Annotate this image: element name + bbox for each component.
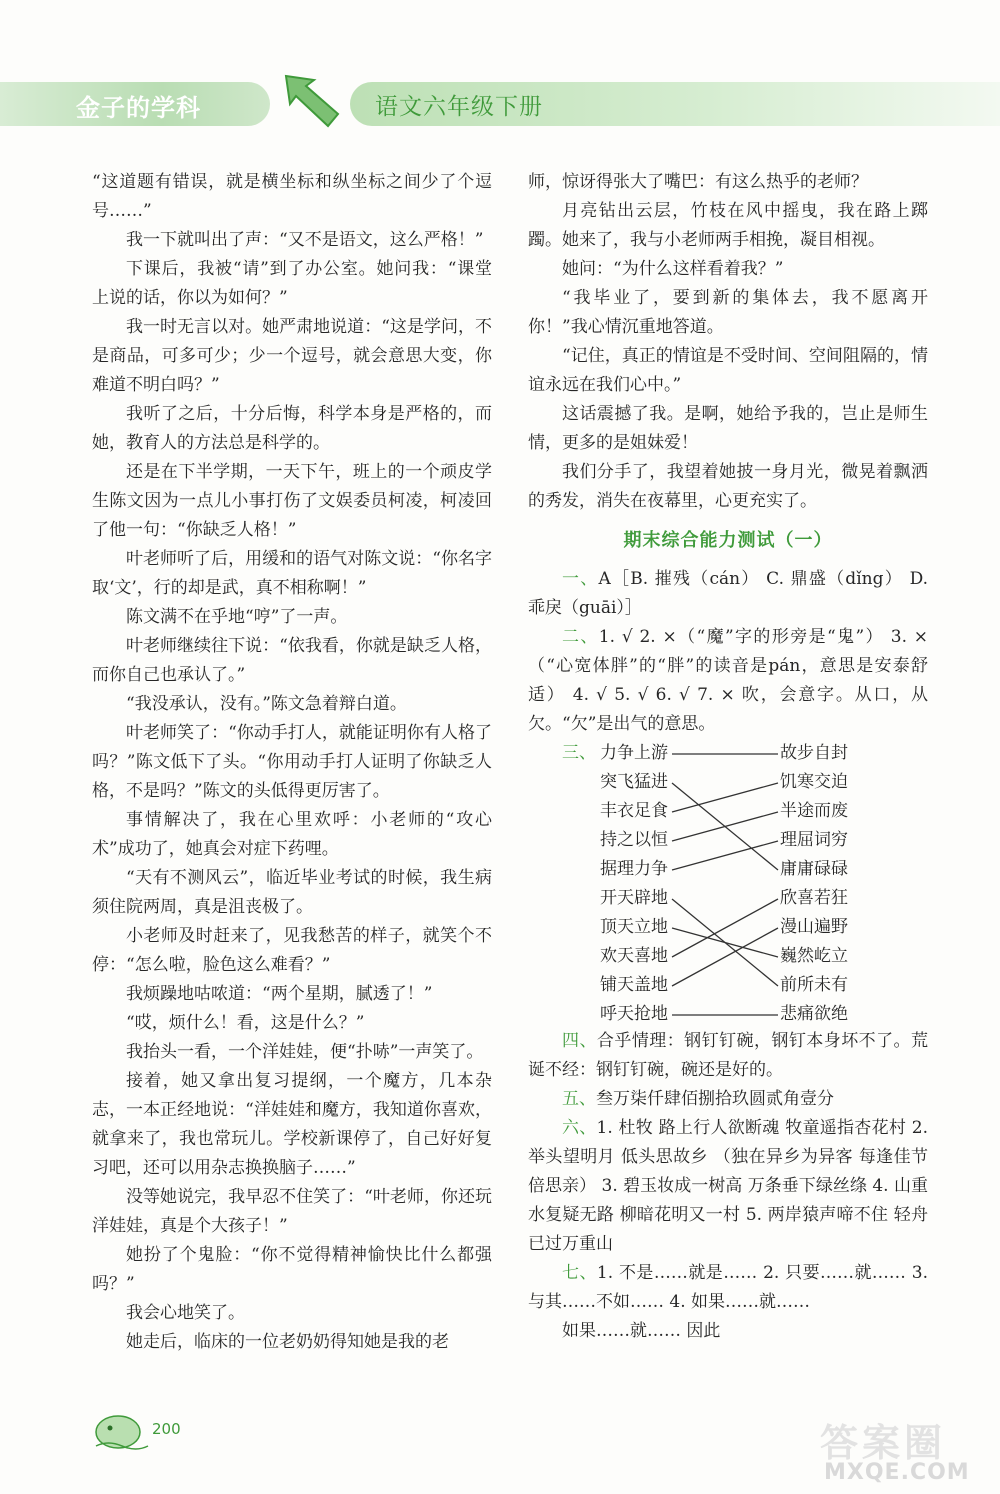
story-paragraph: 叶老师听了后，用缓和的语气对陈文说：“你名字取‘文’，行的却是武，真不相称啊！” bbox=[92, 549, 492, 598]
story-paragraph: 小老师及时赶来了，见我愁苦的样子，就笑个不停：“怎么啦，脸色这么难看？” bbox=[92, 926, 492, 975]
story-paragraph: “我没承认，没有。”陈文急着辩白道。 bbox=[126, 694, 407, 714]
question-number: 三、 bbox=[562, 743, 596, 763]
story-paragraph: “哎，烦什么！看，这是什么？” bbox=[126, 1013, 365, 1033]
match-right-item: 漫山遍野 bbox=[780, 917, 848, 937]
match-line bbox=[672, 899, 778, 957]
match-left-item: 突飞猛进 bbox=[600, 772, 668, 792]
arrow-icon bbox=[280, 70, 350, 132]
story-paragraph: 没等她说完，我早忍不住笑了：“叶老师，你还玩洋娃娃，真是个大孩子！” bbox=[92, 1187, 492, 1236]
match-left-item: 持之以恒 bbox=[600, 830, 668, 850]
match-right-item: 欣喜若狂 bbox=[780, 888, 848, 908]
watermark-site: MXQE.COM bbox=[824, 1460, 970, 1485]
story-paragraph: 事情解决了，我在心里欢呼：小老师的“攻心术”成功了，她真会对症下药哩。 bbox=[92, 810, 492, 859]
page-header bbox=[0, 0, 1000, 150]
match-right-item: 悲痛欲绝 bbox=[780, 1004, 848, 1024]
match-right-item: 庸庸碌碌 bbox=[780, 859, 848, 879]
match-left-item: 丰衣足食 bbox=[600, 801, 668, 821]
story-paragraph: “记住，真正的情谊是不受时间、空间阻隔的，情谊永远在我们心中。” bbox=[528, 346, 928, 395]
match-right-item: 故步自封 bbox=[780, 743, 848, 763]
match-right-item: 饥寒交迫 bbox=[780, 772, 848, 792]
story-paragraph: 我抬头一看，一个洋娃娃，便“扑哧”一声笑了。 bbox=[126, 1042, 484, 1062]
match-right-item: 巍然屹立 bbox=[780, 946, 848, 966]
story-left-column bbox=[92, 168, 492, 1357]
story-paragraph: 还是在下半学期，一天下午，班上的一个顽皮学生陈文因为一点儿小事打伤了文娱委员柯凌，柯凌回了他一句：“你缺乏人格！” bbox=[92, 462, 492, 540]
story-paragraph: 我一时无言以对。她严肃地说道：“这是学问，不是商品，可多可少；少一个逗号，就会意思大变，你难道不明白吗？” bbox=[92, 317, 492, 395]
story-paragraph: 我一下就叫出了声：“又不是语文，这么严格！” bbox=[126, 230, 484, 250]
match-right-item: 半途而废 bbox=[780, 801, 848, 821]
match-line bbox=[672, 928, 778, 986]
answer-text: 合乎情理：钢钉钉碗，钢钉本身坏不了。荒诞不经：钢钉钉碗，碗还是好的。 bbox=[528, 1031, 929, 1080]
page-footer bbox=[88, 1406, 218, 1456]
answer-text: 1. 杜牧 路上行人欲断魂 牧童遥指杏花村 2. 举头望明月 低头思故乡 （独在异乡为异客 每逢佳节倍思亲） 3. 碧玉妆成一树高 万条垂下绿丝绦 4. 山重水复疑无路 柳暗花明又一村 5. 两岸猿声啼不住 轻舟已过万重山 bbox=[528, 1118, 928, 1254]
story-paragraph: 这话震撼了我。是啊，她给予我的，岂止是师生情，更多的是姐妹爱！ bbox=[528, 404, 928, 453]
question-number: 五、 bbox=[562, 1089, 596, 1109]
match-left-item: 开天辟地 bbox=[600, 888, 668, 908]
match-right-item: 前所未有 bbox=[780, 975, 848, 995]
match-left-item: 力争上游 bbox=[600, 743, 668, 763]
match-line bbox=[672, 841, 778, 870]
answer-q4 bbox=[528, 1027, 928, 1085]
watermark bbox=[790, 1410, 1000, 1494]
page-number: 200 bbox=[152, 1420, 181, 1438]
story-paragraph: 我会心地笑了。 bbox=[126, 1303, 245, 1323]
question-number: 六、 bbox=[562, 1118, 597, 1138]
question-number: 七、 bbox=[562, 1263, 597, 1283]
answer-text: 叁万柒仟肆佰捌拾玖圆贰角壹分 bbox=[596, 1089, 834, 1109]
story-paragraph: 我们分手了，我望着她披一身月光，微晃着飘洒的秀发，消失在夜幕里，心更充实了。 bbox=[528, 462, 928, 511]
match-left-item: 顶天立地 bbox=[600, 917, 668, 937]
match-left-item: 呼天抢地 bbox=[600, 1004, 668, 1024]
answer-q7 bbox=[528, 1259, 928, 1317]
story-paragraph: 她扮了个鬼脸：“你不觉得精神愉快比什么都强吗？” bbox=[92, 1245, 492, 1294]
answer-q7-continued: 如果……就…… 因此 bbox=[562, 1321, 721, 1341]
story-paragraph: 叶老师继续往下说：“依我看，你就是缺乏人格，而你自己也承认了。” bbox=[92, 636, 492, 685]
book-title: 语文六年级下册 bbox=[375, 94, 543, 120]
match-right-item: 理屈词穷 bbox=[780, 830, 848, 850]
question-number: 一、 bbox=[562, 569, 599, 589]
story-paragraph: 师，惊讶得张大了嘴巴：有这么热乎的老师？ bbox=[528, 172, 868, 192]
answer-q2 bbox=[528, 623, 928, 739]
match-left-item: 据理力争 bbox=[600, 859, 668, 879]
story-paragraph: 陈文满不在乎地“哼”了一声。 bbox=[126, 607, 348, 627]
story-paragraph: 她问：“为什么这样看着我？” bbox=[562, 259, 784, 279]
answer-q6 bbox=[528, 1114, 928, 1259]
match-line bbox=[672, 783, 778, 812]
question-number: 四、 bbox=[562, 1031, 597, 1051]
answer-section-title: 期末综合能力测试（一） bbox=[623, 530, 833, 551]
story-paragraph: “我毕业了，要到新的集体去，我不愿离开你！”我心情沉重地答道。 bbox=[528, 288, 928, 337]
story-paragraph: “这道题有错误，就是横坐标和纵坐标之间少了个逗号……” bbox=[92, 172, 492, 221]
match-lines bbox=[528, 739, 928, 1027]
watermark-logo: 答案圈 bbox=[820, 1421, 947, 1465]
story-paragraph: 我烦躁地咕哝道：“两个星期，腻透了！” bbox=[126, 984, 433, 1004]
story-paragraph: “天有不测风云”，临近毕业考试的时候，我生病须住院两周，真是沮丧极了。 bbox=[92, 868, 492, 917]
match-left-item: 欢天喜地 bbox=[600, 946, 668, 966]
answer-text: 1. 不是……就是…… 2. 只要……就…… 3. 与其……不如…… 4. 如果……就…… bbox=[528, 1263, 929, 1312]
answer-text: A［B. 摧残（cán） C. 鼎盛（dǐng） D. 乖戾（guāi）］ bbox=[528, 569, 928, 618]
bird-icon bbox=[88, 1406, 158, 1456]
match-line bbox=[672, 812, 778, 841]
match-line bbox=[672, 928, 778, 957]
story-right-column bbox=[528, 168, 928, 1346]
match-left-item: 铺天盖地 bbox=[600, 975, 668, 995]
story-paragraph: 叶老师笑了：“你动手打人，就能证明你有人格了吗？”陈文低下了头。“你用动手打人证明了你缺乏人格，不是吗？”陈文的头低得更厉害了。 bbox=[92, 723, 492, 801]
story-paragraph: 接着，她又拿出复习提纲，一个魔方，几本杂志，一本正经地说：“洋娃娃和魔方，我知道你喜欢，就拿来了，我也常玩儿。学校新课停了，自己好好复习吧，还可以用杂志换换脑子……” bbox=[92, 1071, 492, 1178]
question-number: 二、 bbox=[562, 627, 599, 647]
series-title: 金子的学科 bbox=[76, 94, 201, 122]
matching-exercise bbox=[528, 739, 928, 1027]
story-paragraph: 我听了之后，十分后悔，科学本身是严格的，而她，教育人的方法总是科学的。 bbox=[92, 404, 492, 453]
answer-q1 bbox=[528, 565, 928, 623]
story-paragraph: 下课后，我被“请”到了办公室。她问我：“课堂上说的话，你以为如何？” bbox=[92, 259, 492, 308]
answer-text: 1. √ 2. ×（“魔”字的形旁是“鬼”） 3. ×（“心宽体胖”的“胖”的读音是pán，意思是安泰舒适） 4. √ 5. √ 6. √ 7. × 吹，会意字。从口，从欠。“欠”是出气的意思。 bbox=[528, 627, 929, 734]
story-paragraph: 月亮钻出云层，竹枝在风中摇曳，我在路上踯躅。她来了，我与小老师两手相挽，凝目相视。 bbox=[528, 201, 928, 250]
answer-q5 bbox=[528, 1085, 928, 1114]
story-paragraph: 她走后，临床的一位老奶奶得知她是我的老 bbox=[126, 1332, 449, 1352]
